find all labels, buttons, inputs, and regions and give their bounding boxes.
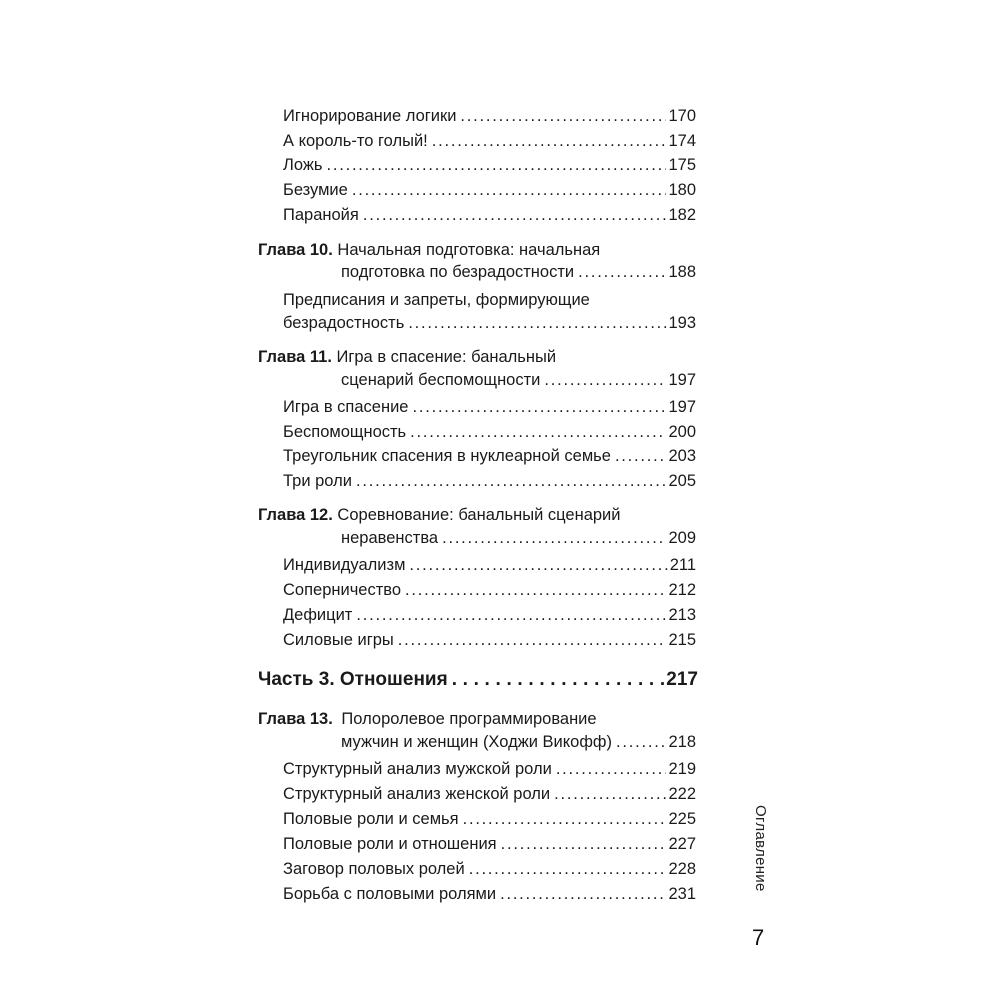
part-page: 217 <box>666 669 698 690</box>
toc-entry <box>283 446 696 466</box>
toc-entry-title: Половые роли и семья <box>283 810 459 828</box>
chapter-10-heading <box>258 240 600 260</box>
toc-entry <box>283 809 696 829</box>
toc-entry <box>283 784 696 804</box>
chapter-13-entry <box>341 732 696 752</box>
toc-entry <box>283 313 696 333</box>
chapter-11-heading <box>258 347 556 367</box>
toc-entry-page: 231 <box>668 885 696 903</box>
chapter-12-entry <box>341 528 696 548</box>
toc-entry-title: Индивидуализм <box>283 556 406 574</box>
chapter-title-line2: сценарий беспомощности <box>341 371 541 389</box>
toc-entry <box>283 605 696 625</box>
toc-entry-page: 211 <box>669 556 696 574</box>
toc-entry-title: Заговор половых ролей <box>283 860 465 878</box>
toc-entry-title: Соперничество <box>283 581 402 599</box>
toc-entry <box>283 580 696 600</box>
toc-entry-title: Предписания и запреты, формирующие <box>283 291 590 309</box>
toc-entry <box>283 397 696 417</box>
toc-entry-page: 227 <box>668 835 696 853</box>
toc-entry <box>283 106 696 126</box>
toc-entry <box>283 884 696 904</box>
chapter-10-entry <box>341 262 696 282</box>
toc-entry-page: 215 <box>668 631 696 649</box>
chapter-title-line2: подготовка по безрадостности <box>341 263 575 281</box>
toc-entry-page: 218 <box>668 733 696 751</box>
toc-entry-page: 193 <box>668 314 696 332</box>
toc-entry-page: 205 <box>668 472 696 490</box>
toc-entry-title: Игра в спасение <box>283 398 409 416</box>
toc-entry-page: 209 <box>668 529 696 547</box>
chapter-label: Глава 13. <box>258 710 333 728</box>
chapter-label: Глава 11. <box>258 348 332 366</box>
toc-entry-title: Треугольник спасения в нуклеарной семье <box>283 447 611 465</box>
toc-entry-title: Борьба с половыми ролями <box>283 885 497 903</box>
toc-entry-page: 213 <box>668 606 696 624</box>
toc-entry-page: 212 <box>668 581 696 599</box>
chapter-13-heading <box>258 709 597 729</box>
toc-entry <box>283 205 696 225</box>
toc-entry-title: Паранойя <box>283 206 359 224</box>
toc-entry <box>283 180 696 200</box>
toc-entry-title: Структурный анализ мужской роли <box>283 760 552 778</box>
toc-entry-page: 170 <box>668 107 696 125</box>
toc-entry <box>283 859 696 879</box>
chapter-12-heading <box>258 505 620 525</box>
toc-entry <box>283 471 696 491</box>
toc-entry-page: 180 <box>668 181 696 199</box>
toc-entry <box>283 555 696 575</box>
chapter-title-line1: Игра в спасение: банальный <box>336 348 557 366</box>
toc-entry-page: 197 <box>668 398 696 416</box>
chapter-11-entry <box>341 370 696 390</box>
chapter-title-line1: Начальная подготовка: начальная <box>337 241 601 259</box>
chapter-title-line2: неравенства <box>341 529 439 547</box>
toc-entry-page: 225 <box>668 810 696 828</box>
toc-entry-page: 203 <box>668 447 696 465</box>
toc-entry-title: Ложь <box>283 156 323 174</box>
toc-entry <box>283 630 696 650</box>
toc-entry-title: Половые роли и отношения <box>283 835 497 853</box>
toc-entry <box>283 155 696 175</box>
toc-entry-title: Игнорирование логики <box>283 107 457 125</box>
toc-entry-page: 219 <box>668 760 696 778</box>
toc-entry-page: 182 <box>668 206 696 224</box>
chapter-label: Глава 10. <box>258 241 333 259</box>
toc-entry <box>283 834 696 854</box>
part-3-entry <box>258 670 698 690</box>
chapter-title-line2: мужчин и женщин (Ходжи Викофф) <box>341 733 612 751</box>
toc-entry-title: Беспомощность <box>283 423 407 441</box>
toc-entry-title: Структурный анализ женской роли <box>283 785 551 803</box>
toc-entry-page: 222 <box>668 785 696 803</box>
toc-entry-title: Три роли <box>283 472 352 490</box>
chapter-title-line1: Соревнование: банальный сценарий <box>337 506 621 524</box>
toc-entry-page: 188 <box>668 263 696 281</box>
toc-entry-title: А король-то голый! <box>283 132 428 150</box>
part-title: Часть 3. Отношения <box>258 669 448 690</box>
chapter-title-line1: Полоролевое программирование <box>341 710 597 728</box>
page-number: 7 <box>752 925 765 950</box>
running-header: Оглавление <box>752 805 769 892</box>
toc-entry-page: 200 <box>668 423 696 441</box>
toc-entry-title: Дефицит <box>283 606 353 624</box>
chapter-label: Глава 12. <box>258 506 333 524</box>
toc-entry-title: Безумие <box>283 181 348 199</box>
toc-entry-page: 197 <box>668 371 696 389</box>
toc-entry <box>283 759 696 779</box>
toc-entry-title: безрадостность <box>283 314 405 332</box>
toc-entry <box>283 422 696 442</box>
toc-entry-page: 228 <box>668 860 696 878</box>
toc-entry <box>283 131 696 151</box>
toc-entry-title: Силовые игры <box>283 631 394 649</box>
toc-entry-page: 175 <box>668 156 696 174</box>
toc-entry-page: 174 <box>668 132 696 150</box>
